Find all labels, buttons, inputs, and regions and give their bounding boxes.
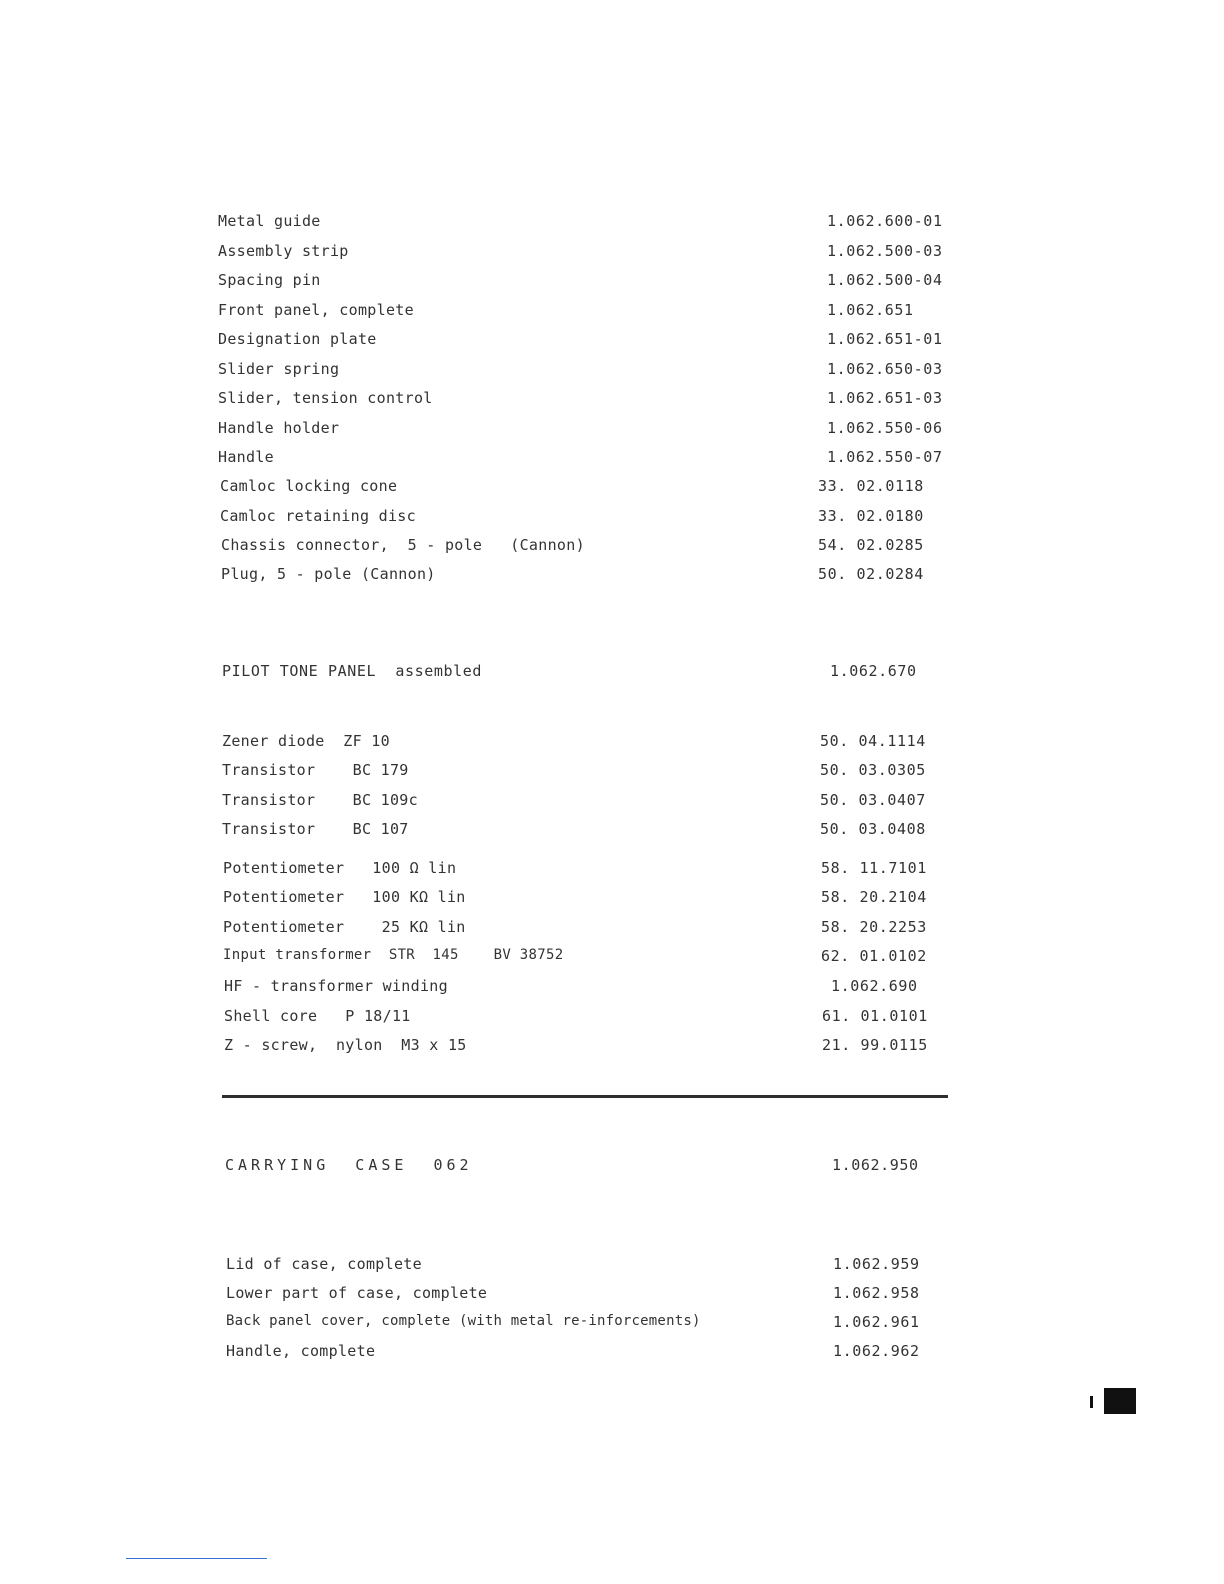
item-part-number: 50. 03.0305 [820, 761, 926, 779]
item-description: Slider, tension control [218, 389, 433, 407]
item-part-number: 1.062.500-04 [827, 271, 943, 289]
item-part-number: 1.062.962 [833, 1342, 920, 1360]
item-part-number: 1.062.651 [827, 301, 914, 319]
list-item [218, 1313, 948, 1337]
list-item [218, 977, 948, 1001]
item-description: Front panel, complete [218, 301, 414, 319]
section-heading [218, 1156, 948, 1180]
item-description: Metal guide [218, 212, 321, 230]
list-item [218, 212, 948, 236]
item-description: Chassis connector, 5 - pole (Cannon) [221, 536, 585, 554]
section-divider [222, 1095, 948, 1098]
item-description: Camloc locking cone [220, 477, 398, 495]
item-part-number: 1.062.500-03 [827, 242, 943, 260]
section-heading [218, 662, 948, 686]
item-description: Back panel cover, complete (with metal re-inforcements) [226, 1313, 701, 1329]
item-part-number: 1.062.650-03 [827, 360, 943, 378]
item-part-number: 50. 03.0408 [820, 820, 926, 838]
item-part-number: 1.062.651-01 [827, 330, 943, 348]
list-item [218, 565, 948, 589]
list-item [218, 1284, 948, 1308]
item-description: Shell core P 18/11 [224, 1007, 411, 1025]
item-description: Handle, complete [226, 1342, 376, 1360]
item-part-number: 61. 01.0101 [822, 1007, 928, 1025]
item-description: Lower part of case, complete [226, 1284, 488, 1302]
list-item [218, 507, 948, 531]
item-part-number: 21. 99.0115 [822, 1036, 928, 1054]
item-part-number: 1.062.550-07 [827, 448, 943, 466]
item-description: Z - screw, nylon M3 x 15 [224, 1036, 467, 1054]
section-heading-title: CARRYING CASE 062 [225, 1156, 473, 1174]
item-description: Handle holder [218, 419, 340, 437]
item-part-number: 50. 04.1114 [820, 732, 926, 750]
item-description: Camloc retaining disc [220, 507, 416, 525]
list-item [218, 732, 948, 756]
item-description: HF - transformer winding [224, 977, 448, 995]
item-part-number: 1.062.690 [831, 977, 918, 995]
item-part-number: 50. 02.0284 [818, 565, 924, 583]
item-part-number: 50. 03.0407 [820, 791, 926, 809]
item-part-number: 54. 02.0285 [818, 536, 924, 554]
item-description: Designation plate [218, 330, 377, 348]
item-description: Handle [218, 448, 274, 466]
section-heading-part-number: 1.062.670 [830, 662, 917, 680]
item-description: Slider spring [218, 360, 340, 378]
item-part-number: 62. 01.0102 [821, 947, 927, 965]
item-part-number: 1.062.958 [833, 1284, 920, 1302]
list-item [218, 477, 948, 501]
list-item [218, 389, 948, 413]
item-part-number: 1.062.550-06 [827, 419, 943, 437]
item-description: Transistor BC 109c [222, 791, 418, 809]
list-item [218, 1007, 948, 1031]
registration-mark [1104, 1388, 1136, 1414]
item-part-number: 1.062.600-01 [827, 212, 943, 230]
item-part-number: 58. 11.7101 [821, 859, 927, 877]
item-description: Zener diode ZF 10 [222, 732, 390, 750]
list-item [218, 761, 948, 785]
item-part-number: 1.062.651-03 [827, 389, 943, 407]
list-item [218, 360, 948, 384]
list-item [218, 859, 948, 883]
item-part-number: 33. 02.0180 [818, 507, 924, 525]
list-item [218, 1342, 948, 1366]
item-description: Input transformer STR 145 BV 38752 [223, 947, 564, 963]
list-item [218, 536, 948, 560]
list-item [218, 1036, 948, 1060]
item-description: Transistor BC 179 [222, 761, 409, 779]
list-item [218, 330, 948, 354]
item-part-number: 1.062.961 [833, 1313, 920, 1331]
list-item [218, 448, 948, 472]
item-description: Lid of case, complete [226, 1255, 422, 1273]
list-item [218, 888, 948, 912]
list-item [218, 947, 948, 971]
list-item [218, 242, 948, 266]
item-part-number: 33. 02.0118 [818, 477, 924, 495]
item-part-number: 1.062.959 [833, 1255, 920, 1273]
item-description: Spacing pin [218, 271, 321, 289]
item-part-number: 58. 20.2253 [821, 918, 927, 936]
item-description: Assembly strip [218, 242, 349, 260]
list-item [218, 820, 948, 844]
list-item [218, 271, 948, 295]
section-heading-part-number: 1.062.950 [832, 1156, 919, 1174]
list-item [218, 791, 948, 815]
list-item [218, 419, 948, 443]
item-part-number: 58. 20.2104 [821, 888, 927, 906]
list-item [218, 301, 948, 325]
item-description: Transistor BC 107 [222, 820, 409, 838]
item-description: Potentiometer 100 Ω lin [223, 859, 457, 877]
item-description: Plug, 5 - pole (Cannon) [221, 565, 436, 583]
footer-rule [126, 1558, 267, 1559]
item-description: Potentiometer 25 KΩ lin [223, 918, 466, 936]
registration-mark-tick [1090, 1396, 1093, 1408]
item-description: Potentiometer 100 KΩ lin [223, 888, 466, 906]
section-heading-title: PILOT TONE PANEL assembled [222, 662, 483, 680]
list-item [218, 918, 948, 942]
list-item [218, 1255, 948, 1279]
